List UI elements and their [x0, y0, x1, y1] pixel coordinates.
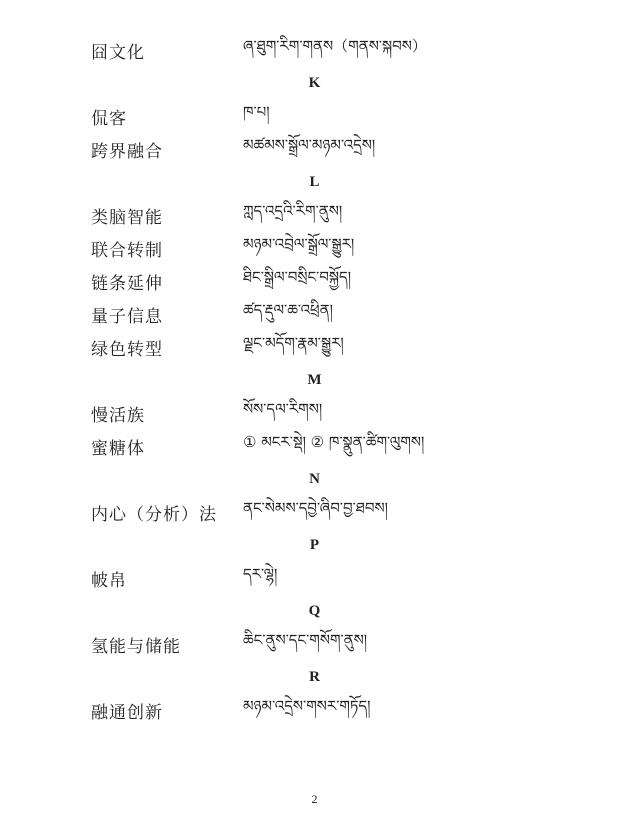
- chinese-term: 侃客: [91, 109, 127, 129]
- section-letter: Q: [308, 603, 321, 619]
- section-letter: R: [309, 669, 320, 685]
- chinese-term: 囧文化: [91, 43, 145, 63]
- glossary-entry: [0, 331, 629, 364]
- tibetan-translation: ① མངར་སྡེ། ② ཁ་སྣུན་ཚིག་ལུགས།: [243, 432, 425, 451]
- chinese-term: 跨界融合: [91, 142, 163, 162]
- glossary-entry: [0, 133, 629, 166]
- tibetan-translation: ཞ་ཐུག་རིག་གནས（གནས་སྐབས）: [243, 36, 427, 55]
- chinese-term: 内心（分析）法: [91, 505, 217, 525]
- chinese-term: 氢能与储能: [91, 637, 181, 657]
- glossary-entry: [0, 628, 629, 661]
- chinese-term: 链条延伸: [91, 274, 163, 294]
- glossary-entry: [0, 496, 629, 529]
- glossary-entry: [0, 34, 629, 67]
- tibetan-translation: ཆིང་ནུས་དང་གསོག་ནུས།: [243, 630, 368, 649]
- chinese-term: 帔帛: [91, 571, 127, 591]
- tibetan-translation: མཚམས་སྒྲོལ་མཉམ་འདྲེས།: [243, 135, 376, 154]
- section-letter: N: [309, 471, 320, 487]
- tibetan-translation: དར་ལྷེ།: [243, 564, 278, 583]
- section-letter: K: [308, 75, 321, 91]
- chinese-term: 绿色转型: [91, 340, 163, 360]
- tibetan-translation: ཁ་པ།: [243, 102, 270, 121]
- tibetan-translation: སོས་དལ་རིགས།: [243, 399, 323, 418]
- section-letter: P: [309, 537, 320, 553]
- section-letter: M: [307, 372, 322, 388]
- tibetan-translation: མཉམ་འདྲེས་གསར་གཏོད།: [243, 696, 371, 715]
- tibetan-translation: ནང་སེམས་དབྱེ་ཞིབ་བྱ་ཐབས།: [243, 498, 388, 517]
- chinese-term: 蜜糖体: [91, 439, 145, 459]
- chinese-term: 量子信息: [91, 307, 163, 327]
- glossary-entry: [0, 562, 629, 595]
- section-letter: L: [309, 174, 320, 190]
- tibetan-translation: མཉམ་འབྲེལ་སྒྲོལ་སྒྱུར།: [243, 234, 355, 253]
- tibetan-translation: ཐིང་སྒྲིལ་བསྲིང་བསྐྱོད།: [243, 267, 352, 286]
- glossary-entry: [0, 430, 629, 463]
- tibetan-translation: ཚད་རྡུལ་ཆ་འཕྲིན།: [243, 300, 333, 319]
- chinese-term: 类脑智能: [91, 208, 163, 228]
- chinese-term: 联合转制: [91, 241, 163, 261]
- tibetan-translation: ཀླད་འདྲའི་རིག་ནུས།: [243, 201, 343, 220]
- page-number: 2: [311, 792, 318, 806]
- chinese-term: 慢活族: [91, 406, 145, 426]
- chinese-term: 融通创新: [91, 703, 163, 723]
- tibetan-translation: ལྗང་མདོག་རྣམ་སྒྱུར།: [243, 333, 344, 352]
- glossary-entry: [0, 694, 629, 727]
